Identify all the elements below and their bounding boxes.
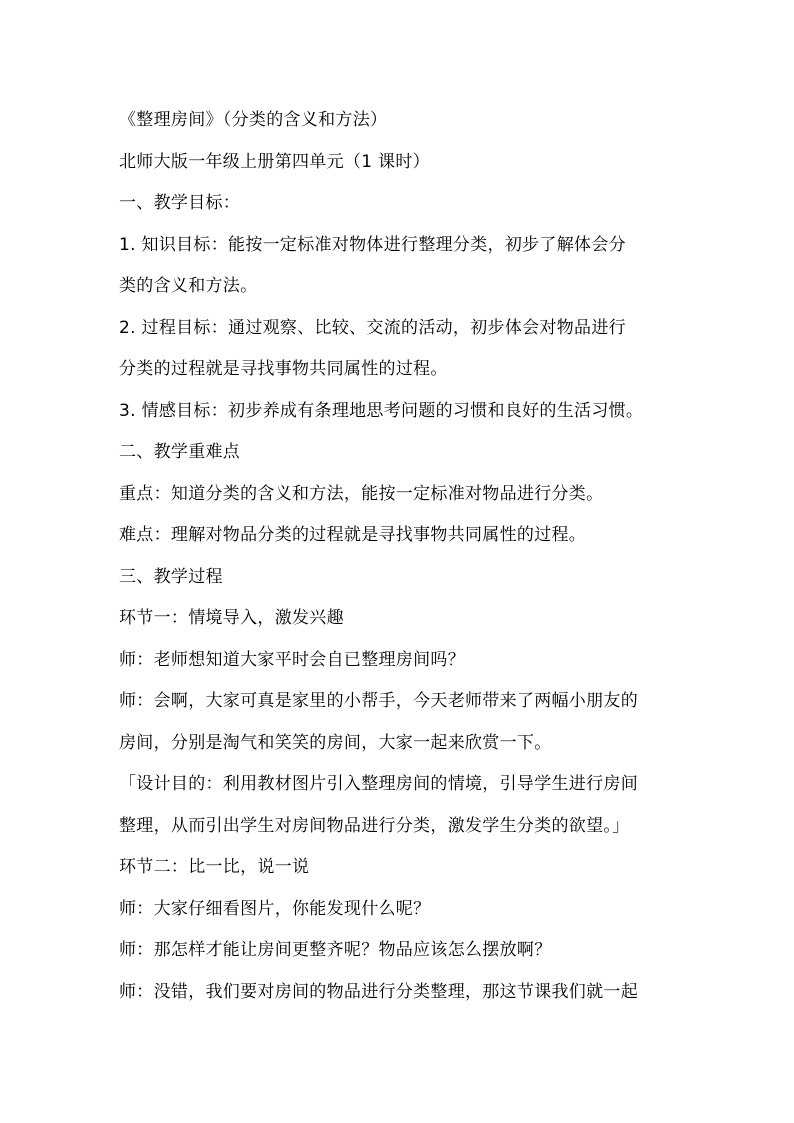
document-body <box>119 100 689 1013</box>
paragraph-line: 1. 知识目标：能按一定标准对物体进行整理分类，初步了解体会分 <box>119 234 626 255</box>
subsection-heading: 环节二：比一比，说一说 <box>119 857 310 877</box>
paragraph-line: 分类的过程就是寻找事物共同属性的过程。 <box>119 359 448 379</box>
section-heading-process: 三、教学过程 <box>119 566 223 587</box>
subsection-heading: 环节一：情境导入，激发兴趣 <box>119 608 344 628</box>
paragraph-line: 2. 过程目标：通过观察、比较、交流的活动，初步体会对物品进行 <box>119 317 626 338</box>
design-note-line: 整理，从而引出学生对房间物品进行分类，激发学生分类的欲望。」 <box>119 815 630 836</box>
section-heading-goals: 一、教学目标： <box>119 193 241 213</box>
paragraph-line: 师：大家仔细看图片，你能发现什么呢？ <box>119 898 431 919</box>
paragraph-line: 重点：知道分类的含义和方法，能按一定标准对物品进行分类。 <box>119 483 604 504</box>
paragraph-line: 师：会啊，大家可真是家里的小帮手，今天老师带来了两幅小朋友的 <box>119 691 638 711</box>
paragraph-line: 师：老师想知道大家平时会自已整理房间吗？ <box>119 649 465 670</box>
document-title: 《整理房间》（分类的含义和方法） <box>119 110 388 130</box>
paragraph-line: 师：那怎样才能让房间更整齐呢？物品应该怎么摆放啊？ <box>119 940 552 960</box>
section-heading-key-points: 二、教学重难点 <box>119 442 241 462</box>
paragraph-line: 房间，分别是淘气和笑笑的房间，大家一起来欣赏一下。 <box>119 732 552 753</box>
paragraph-line: 类的含义和方法。 <box>119 276 258 296</box>
textbook-info: 北师大版一年级上册第四单元（1 课时） <box>119 151 430 172</box>
paragraph-line: 3. 情感目标：初步养成有条理地思考问题的习惯和良好的生活习惯。 <box>119 400 644 421</box>
paragraph-line: 难点：理解对物品分类的过程就是寻找事物共同属性的过程。 <box>119 525 587 545</box>
design-note-line: 「设计目的：利用教材图片引入整理房间的情境，引导学生进行房间 <box>119 774 638 794</box>
paragraph-line: 师：没错，我们要对房间的物品进行分类整理，那这节课我们就一起 <box>119 981 638 1002</box>
